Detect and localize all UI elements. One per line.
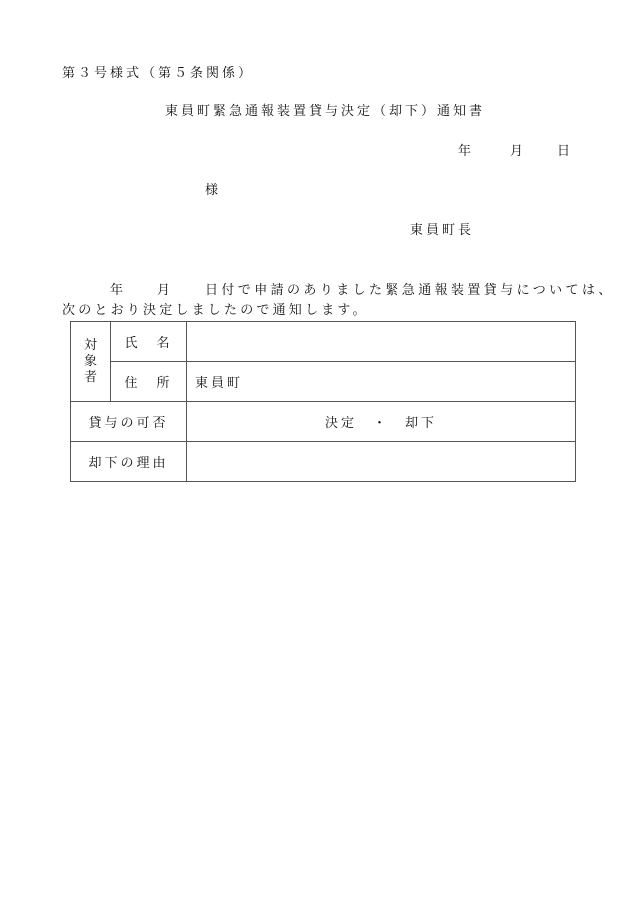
address-value: 東員町 <box>187 362 576 402</box>
notice-table <box>70 321 576 482</box>
table-row-reason <box>71 442 576 482</box>
reason-value <box>187 442 576 482</box>
decision-value: 決定 ・ 却下 <box>187 402 576 442</box>
date-year: 年 <box>458 144 475 159</box>
name-value <box>187 322 576 362</box>
group-label: 対象者 <box>83 337 97 385</box>
date-day: 日 <box>557 144 574 159</box>
body-line1: 日付で申請のありました緊急通報装置貸与については、 <box>205 283 615 298</box>
table-row-name <box>71 322 576 362</box>
reason-label: 却下の理由 <box>71 442 187 482</box>
table-row-address <box>71 362 576 402</box>
document-title: 東員町緊急通報装置貸与決定（却下）通知書 <box>165 104 486 119</box>
name-label: 氏 名 <box>111 322 187 362</box>
table-row-decision <box>71 402 576 442</box>
address-label: 住 所 <box>111 362 187 402</box>
form-number: 第３号様式（第５条関係） <box>62 66 255 81</box>
body-line2: 次のとおり決定しましたので通知します。 <box>62 303 369 318</box>
group-label-cell <box>71 322 111 402</box>
issuer: 東員町長 <box>410 223 475 238</box>
decision-label: 貸与の可否 <box>71 402 187 442</box>
date-month: 月 <box>510 144 527 159</box>
body-month: 月 <box>157 283 174 298</box>
recipient-suffix: 様 <box>205 183 222 198</box>
body-year: 年 <box>110 283 127 298</box>
